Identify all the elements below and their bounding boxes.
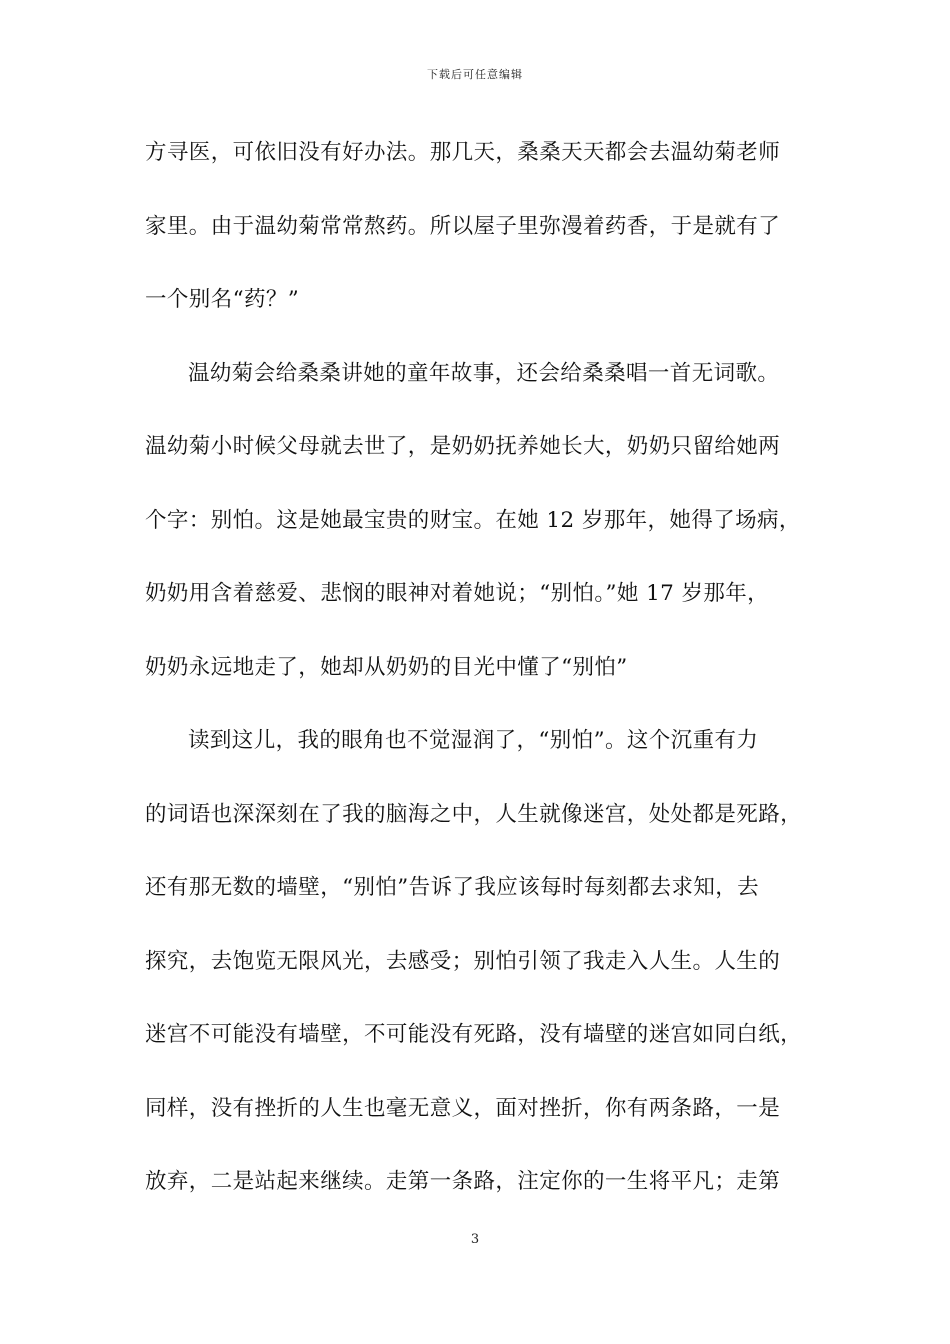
text-line: 的词语也深深刻在了我的脑海之中，人生就像迷宫，处处都是死路， xyxy=(145,801,803,827)
text-line: 同样，没有挫折的人生也毫无意义，面对挫折，你有两条路，一是 xyxy=(145,1095,781,1121)
text-line: 方寻医，可依旧没有好办法。那几天，桑桑天天都会去温幼菊老师 xyxy=(145,140,781,165)
text-line: 温幼菊小时候父母就去世了，是奶奶抚养她长大，奶奶只留给她两 xyxy=(145,434,781,459)
text-line: 还有那无数的墙壁，“别怕”告诉了我应该每时每刻都去求知，去 xyxy=(145,875,760,900)
text-line: 奶奶永远地走了，她却从奶奶的目光中懂了“别怕” xyxy=(145,654,628,680)
text-line: 探究，去饱览无限风光，去感受；别怕引领了我走入人生。人生的 xyxy=(145,948,781,974)
text-line: 读到这儿，我的眼角也不觉湿润了，“别怕”。这个沉重有力 xyxy=(188,728,759,753)
text-line: 温幼菊会给桑桑讲她的童年故事，还会给桑桑唱一首无词歌。 xyxy=(188,360,780,386)
text-line: 迷宫不可能没有墙壁，不可能没有死路，没有墙壁的迷宫如同白纸， xyxy=(145,1022,803,1047)
text-line: 个字：别怕。这是她最宝贵的财宝。在她 12 岁那年，她得了场病， xyxy=(145,507,801,533)
page-number: 3 xyxy=(470,1232,480,1247)
text-line: 一个别名“药？” xyxy=(145,287,300,312)
text-line: 家里。由于温幼菊常常熬药。所以屋子里弥漫着药香，于是就有了 xyxy=(145,213,781,239)
page-header: 下载后可任意编辑 xyxy=(427,68,523,81)
text-line: 放弃，二是站起来继续。走第一条路，注定你的一生将平凡；走第 xyxy=(145,1169,781,1194)
document-body xyxy=(145,128,809,1231)
text-line: 奶奶用含着慈爱、悲悯的眼神对着她说；“别怕。”她 17 岁那年， xyxy=(145,581,770,606)
